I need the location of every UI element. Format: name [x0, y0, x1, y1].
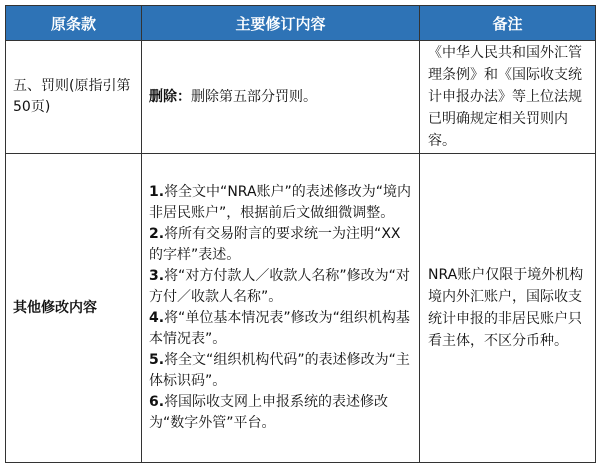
- revision-cell: [142, 41, 420, 154]
- revision-table: [5, 5, 596, 463]
- original-clause-cell: 五、罚则(原指引第50页): [6, 41, 142, 154]
- item-number: 2.: [149, 226, 165, 242]
- item-number: 5.: [149, 352, 165, 368]
- list-item: [149, 350, 412, 392]
- list-item: [149, 392, 412, 434]
- list-item: [149, 266, 412, 308]
- item-number: 6.: [149, 394, 165, 410]
- header-original-clause: 原条款: [6, 6, 142, 41]
- header-main-revisions: 主要修订内容: [142, 6, 420, 41]
- item-number: 1.: [149, 184, 165, 200]
- item-text: 将全文中“NRA账户”的表述修改为“境内非居民账户”，根据前后文做细微调整。: [149, 184, 412, 221]
- remark-cell: 《中华人民共和国外汇管理条例》和《国际收支统计申报办法》等上位法规已明确规定相关罚则内容。: [420, 41, 596, 154]
- table-row: [6, 154, 596, 463]
- table-header-row: [6, 6, 596, 41]
- list-item: [149, 182, 412, 224]
- header-remarks: 备注: [420, 6, 596, 41]
- item-text: 将国际收支网上申报系统的表述修改为“数字外管”平台。: [149, 394, 389, 431]
- item-text: 将全文“组织机构代码”的表述修改为“主体标识码”。: [149, 352, 410, 389]
- list-item: [149, 224, 412, 266]
- item-number: 4.: [149, 310, 165, 326]
- remark-cell: NRA账户仅限于境外机构境内外汇账户，国际收支统计申报的非居民账户只看主体，不区分币种。: [420, 154, 596, 463]
- item-text: 将“对方付款人／收款人名称”修改为“对方付／收款人名称”。: [149, 268, 410, 305]
- item-number: 3.: [149, 268, 165, 284]
- original-clause-cell: 其他修改内容: [6, 154, 142, 463]
- item-text: 将所有交易附言的要求统一为注明“XX的字样”表述。: [149, 226, 401, 263]
- table-row: [6, 41, 596, 154]
- list-item: [149, 308, 412, 350]
- delete-label: 删除：: [149, 88, 191, 105]
- item-text: 将“单位基本情况表”修改为“组织机构基本情况表”。: [149, 310, 410, 347]
- delete-text: 删除第五部分罚则。: [191, 88, 317, 105]
- revision-list-cell: [142, 154, 420, 463]
